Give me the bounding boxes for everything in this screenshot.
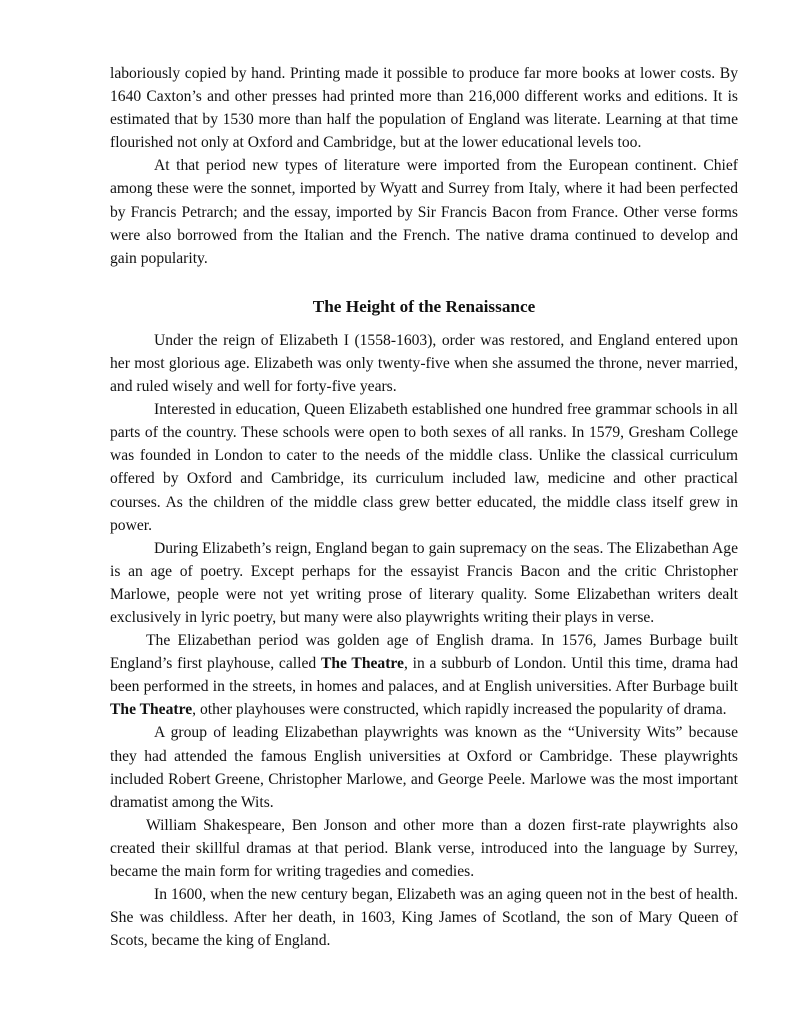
the-theatre-bold-2: The Theatre bbox=[110, 701, 193, 719]
paragraph-printing: laboriously copied by hand. Printing made it possible to produce far more books at lower costs. By 1640 Caxton’s and other presses had printed more than 216,000 different works and editions. It is estimated that by 1530 more than half the population of England was literate. Learning at that time flourished not only at Oxford and Cambridge, but at the lower educational levels too. bbox=[110, 65, 738, 152]
paragraph-new-century: In 1600, when the new century began, Elizabeth was an aging queen not in the best of health. She was childless. After her death, in 1603, King James of Scotland, the son of Mary Queen of Scots, became the king of England. bbox=[110, 886, 738, 950]
drama-text-3: , other playhouses were constructed, which rapidly increased the popularity of drama. bbox=[192, 701, 727, 719]
paragraph-education: Interested in education, Queen Elizabeth established one hundred free grammar schools in all parts of the country. These schools were open to both sexes of all ranks. In 1579, Gresham College was founded in London to cater to the needs of the middle class. Unlike the classical curriculum offered by Oxford and Cambridge, its curriculum included law, medicine and other practical courses. As the children of the middle class grew better educated, the middle class itself grew in power. bbox=[110, 401, 738, 534]
paragraph-drama bbox=[110, 629, 738, 721]
paragraph-elizabeth-reign: Under the reign of Elizabeth I (1558-1603), order was restored, and England entered upon her most glorious age. Elizabeth was only twenty-five when she assumed the throne, never married, and ruled wisely and well for forty-five years. bbox=[110, 331, 738, 396]
drama-text-1: The Elizabethan period was golden age of English drama. In 1576, James Burbage built England’s first playhouse, called bbox=[110, 632, 738, 673]
section-heading: The Height of the Renaissance bbox=[312, 296, 536, 316]
paragraph-new-literature: At that period new types of literature were imported from the European continent. Chief among these were the sonnet, imported by Wyatt and Surrey from Italy, where it had been perfected by Francis Petrarch; and the essay, imported by Sir Francis Bacon from France. Other verse forms were also borrowed from the Italian and the French. The native drama continued to develop and gain popularity. bbox=[110, 157, 738, 267]
document-page bbox=[110, 62, 738, 952]
paragraph-university-wits: A group of leading Elizabethan playwrights was known as the “University Wits” because they had attended the famous English universities at Oxford or Cambridge. These playwrights included Robert Greene, Christopher Marlowe, and George Peele. Marlowe was the most important dramatist among the Wits. bbox=[110, 724, 738, 811]
paragraph-shakespeare: William Shakespeare, Ben Jonson and other more than a dozen first-rate playwrights also created their skillful dramas at that period. Blank verse, introduced into the language by Surrey, became the main form for writing tragedies and comedies. bbox=[110, 816, 738, 880]
paragraph-elizabethan-age: During Elizabeth’s reign, England began to gain supremacy on the seas. The Elizabethan Age is an age of poetry. Except perhaps for the essayist Francis Bacon and the critic Christopher Marlowe, people were not yet writing prose of literary quality. Some Elizabethan writers dealt exclusively in lyric poetry, but many were also playwrights writing their plays in verse. bbox=[110, 539, 738, 626]
drama-text-2: , in a subburb of London. Until this time, drama had been performed in the streets, in homes and palaces, and at English universities. After Burbage built bbox=[110, 655, 738, 696]
the-theatre-bold-1: The Theatre bbox=[320, 655, 404, 673]
